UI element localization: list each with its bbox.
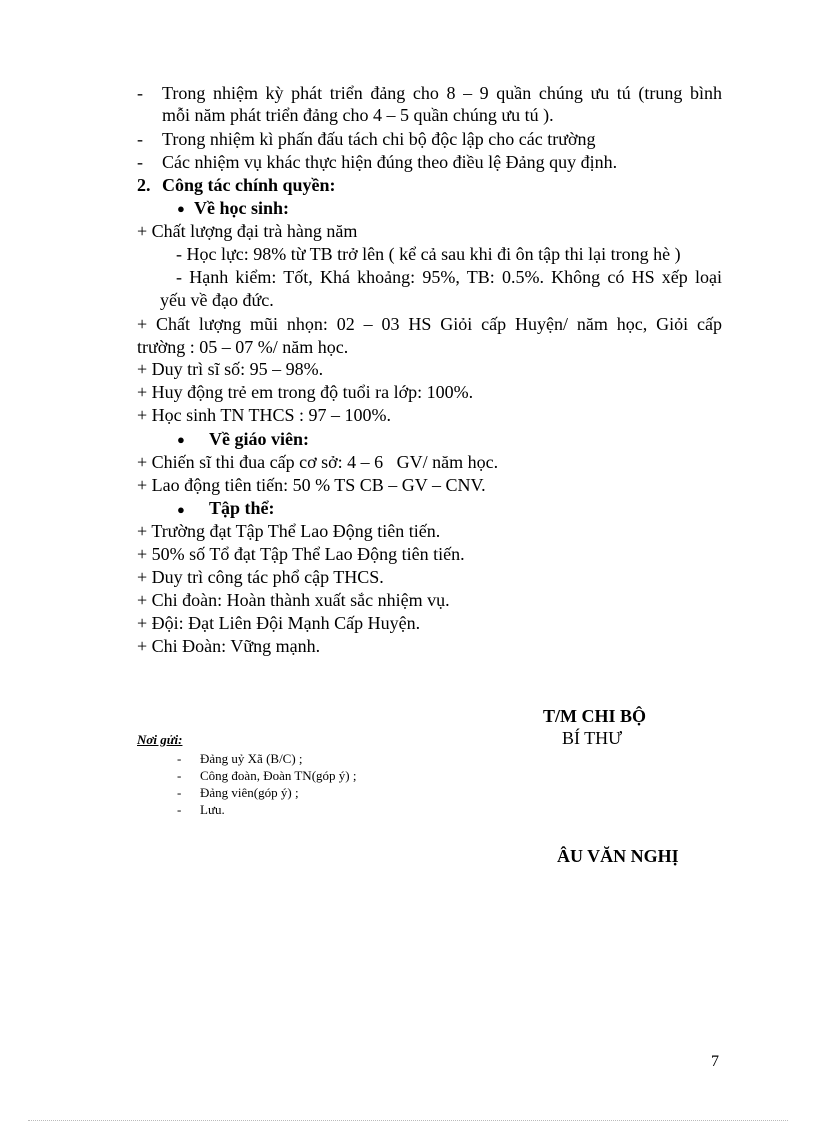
teachers-emulation: + Chiến sĩ thi đua cấp cơ sở: 4 – 6 GV/ năm học. <box>137 452 499 472</box>
list-dash: - <box>177 768 182 783</box>
collective-item: + Chi đoàn: Hoàn thành xuất sắc nhiệm vụ. <box>137 590 450 610</box>
students-heading: Về học sinh: <box>194 198 290 218</box>
recipient-item: Công đoàn, Đoàn TN(góp ý) ; <box>200 768 357 783</box>
list-dash: - <box>177 751 182 766</box>
collective-item: + Đội: Đạt Liên Đội Mạnh Cấp Huyện. <box>137 613 421 633</box>
party-task-1-line-1: Trong nhiệm kỳ phát triển đảng cho 8 – 9 quần chúng ưu tú (trung bình <box>162 83 722 103</box>
students-graduation: + Học sinh TN THCS : 97 – 100%. <box>137 405 391 425</box>
section-2-title: Công tác chính quyền: <box>162 175 336 195</box>
collective-item: + 50% số Tổ đạt Tập Thể Lao Động tiên tiến. <box>137 544 465 564</box>
recipients-label: Nơi gửi: <box>137 732 183 747</box>
students-conduct-line-1: - Hạnh kiểm: Tốt, Khá khoảng: 95%, TB: 0.5%. Không có HS xếp loại <box>176 267 722 287</box>
list-dash: - <box>137 152 143 172</box>
students-academic: - Học lực: 98% từ TB trở lên ( kể cả sau khi đi ôn tập thi lại trong hè ) <box>176 244 681 264</box>
list-dash: - <box>137 129 143 149</box>
signature-on-behalf: T/M CHI BỘ <box>543 706 647 726</box>
students-enrollment: + Huy động trẻ em trong độ tuổi ra lớp: 100%. <box>137 382 474 402</box>
students-spearhead-line-2: trường : 05 – 07 %/ năm học. <box>137 337 349 357</box>
bullet-icon: ● <box>177 432 185 447</box>
signature-name: ÂU VĂN NGHỊ <box>557 846 679 866</box>
collective-item: + Trường đạt Tập Thể Lao Động tiên tiến. <box>137 521 441 541</box>
party-task-2: Trong nhiệm kì phấn đấu tách chi bộ độc lập cho các trường <box>162 129 596 149</box>
party-task-3: Các nhiệm vụ khác thực hiện đúng theo điều lệ Đảng quy định. <box>162 152 618 172</box>
list-dash: - <box>177 785 182 800</box>
teachers-advanced: + Lao động tiên tiến: 50 % TS CB – GV – CNV. <box>137 475 486 495</box>
students-conduct-line-2: yếu về đạo đức. <box>160 290 274 310</box>
teachers-heading: Về giáo viên: <box>209 429 309 449</box>
bullet-icon: ● <box>177 201 185 216</box>
page-bottom-rule <box>28 1120 788 1121</box>
collective-item: + Chi Đoàn: Vững mạnh. <box>137 636 321 656</box>
list-dash: - <box>177 802 182 817</box>
collective-item: + Duy trì công tác phổ cập THCS. <box>137 567 384 587</box>
list-dash: - <box>137 83 143 103</box>
recipient-item: Lưu. <box>200 802 225 817</box>
students-quality: + Chất lượng đại trà hàng năm <box>137 221 358 241</box>
students-retention: + Duy trì sĩ số: 95 – 98%. <box>137 359 324 379</box>
bullet-icon: ● <box>177 502 185 517</box>
recipient-item: Đảng viên(góp ý) ; <box>200 785 299 800</box>
collective-heading: Tập thể: <box>209 498 275 518</box>
signature-role: BÍ THƯ <box>562 728 623 748</box>
students-spearhead-line-1: + Chất lượng mũi nhọn: 02 – 03 HS Giỏi cấp Huyện/ năm học, Giỏi cấp <box>137 314 722 334</box>
section-2-number: 2. <box>137 175 151 195</box>
recipient-item: Đảng uỷ Xã (B/C) ; <box>200 751 303 766</box>
party-task-1-line-2: mỗi năm phát triển đảng cho 4 – 5 quần chúng ưu tú ). <box>162 105 554 125</box>
page-number: 7 <box>711 1053 719 1070</box>
